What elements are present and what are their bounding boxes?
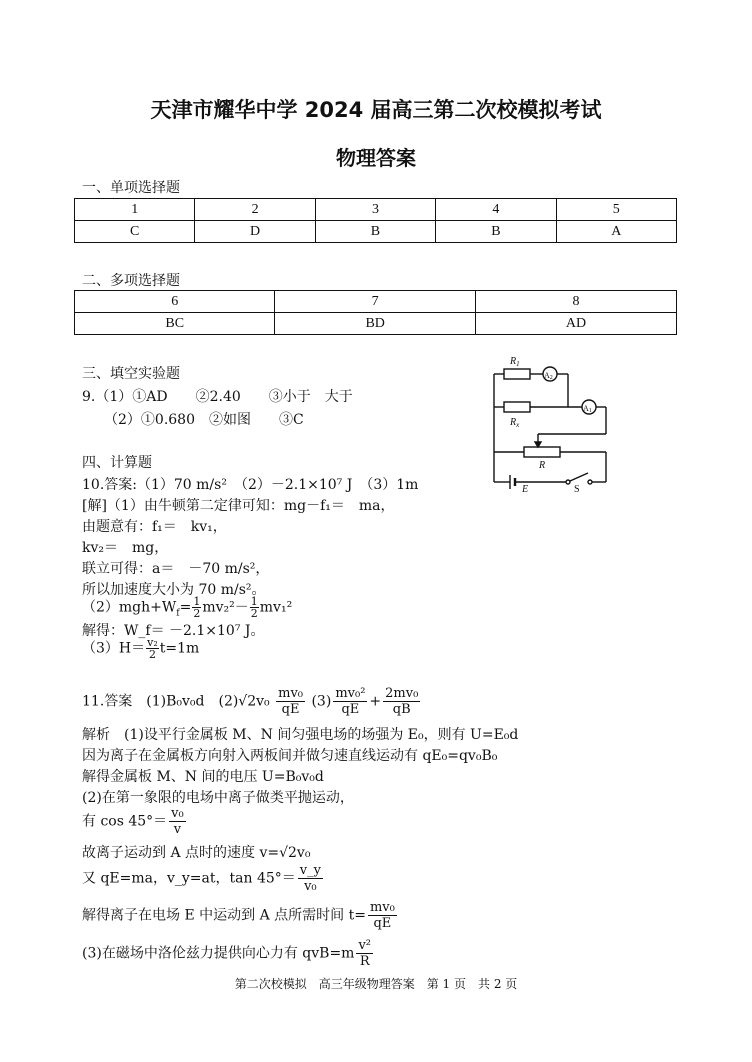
table-cell: D	[195, 221, 315, 243]
table-row	[75, 313, 677, 335]
table-cell: B	[315, 221, 435, 243]
fraction-numerator: 2mv₀	[385, 686, 419, 701]
table-cell: AD	[475, 313, 676, 335]
fraction	[383, 686, 420, 717]
fraction-numerator: mv₀	[278, 686, 304, 701]
table-cell: 4	[436, 199, 556, 221]
q11-line: 解析 (1)设平行金属板 M、N 间匀强电场的场强为 E₀，则有 U=E₀d	[82, 727, 519, 743]
q11-cos-equation	[82, 806, 188, 837]
equation-text: (3)在磁场中洛伦兹力提供向心力有 qvB=m	[82, 945, 355, 962]
fraction	[298, 863, 323, 894]
page-footer: 第二次校模拟 高三年级物理答案 第 1 页 共 2 页	[234, 977, 518, 991]
q10-answer: 10.答案:（1）70 m/s² （2）－2.1×10⁷ J （3）1m	[82, 477, 419, 493]
q11-line: 故离子运动到 A 点时的速度 v=√2v₀	[82, 845, 311, 861]
equation-text: 解得离子在电场 E 中运动到 A 点所需时间 t=	[82, 907, 366, 924]
q10-line: 由题意有：f₁＝ kv₁，	[82, 519, 227, 535]
table-cell: BD	[275, 313, 475, 335]
fraction-numerator: v₂	[147, 636, 158, 649]
q10-line: 解得：W_f＝ －2.1×10⁷ J。	[82, 623, 265, 639]
equation-text: mv₂²－	[202, 599, 249, 616]
fraction	[250, 596, 259, 619]
switch-label: S	[574, 484, 580, 492]
q11-line: 解得金属板 M、N 间的电压 U=B₀v₀d	[82, 769, 324, 785]
q10-line: kv₂＝ mg，	[82, 540, 169, 556]
answer-subtitle: 物理答案	[336, 146, 416, 170]
single-choice-table	[74, 198, 677, 243]
fraction	[146, 637, 159, 660]
table-row	[75, 291, 677, 313]
rheostat-label: R	[539, 460, 546, 471]
equation-text: +	[369, 693, 382, 710]
subscript: f	[176, 608, 180, 619]
fraction-denominator: qE	[341, 702, 360, 717]
q10-line: 所以加速度大小为 70 m/s²。	[82, 582, 266, 598]
table-row	[75, 199, 677, 221]
q10-line: 联立可得：a＝ －70 m/s²，	[82, 561, 270, 577]
q11-line: (2)在第一象限的电场中离子做类平抛运动，	[82, 790, 354, 806]
equation-text: t=1m	[159, 640, 200, 657]
fraction-numerator: 1	[250, 595, 258, 608]
equation-text: （3）H＝	[82, 640, 146, 657]
fraction-denominator: 2	[250, 607, 258, 620]
equation-text: 有 cos 45°＝	[82, 813, 168, 830]
q11-time-equation	[82, 900, 399, 931]
q10-line: [解]（1）由牛顿第二定律可知：mg－f₁＝ ma，	[82, 498, 395, 514]
fraction-denominator: qE	[373, 916, 392, 931]
fraction	[169, 806, 186, 837]
fraction-numerator: mv₀²	[335, 686, 366, 701]
fraction	[192, 596, 201, 619]
fraction	[368, 900, 397, 931]
section-multi-choice-heading: 二、多项选择题	[82, 273, 180, 289]
fraction-denominator: R	[359, 954, 370, 969]
fraction-denominator: 2	[148, 648, 156, 661]
rx-label: $R_x$	[510, 417, 520, 429]
q11-line: 因为离子在金属板方向射入两板间并做匀速直线运动有 qE₀=qv₀B₀	[82, 748, 498, 764]
q10-height-equation	[82, 637, 199, 660]
r1-label: $R_1$	[510, 356, 520, 368]
q9-line-1: 9.（1）①AD ②2.40 ③小于 大于	[82, 389, 353, 405]
table-cell: B	[436, 221, 556, 243]
equation-text: 11.答案 (1)B₀v₀d (2)√2v₀	[82, 693, 270, 710]
table-cell: BC	[75, 313, 275, 335]
q11-lorentz-equation	[82, 938, 375, 969]
table-cell: 7	[275, 291, 475, 313]
section-single-choice-heading: 一、单项选择题	[82, 180, 180, 196]
q10-energy-equation	[82, 596, 292, 619]
equation-text: mv₁²	[259, 599, 293, 616]
a1-label: A1	[583, 404, 592, 414]
fraction-numerator: 1	[193, 595, 201, 608]
section-calc-heading: 四、计算题	[82, 455, 152, 471]
table-cell: A	[556, 221, 676, 243]
fraction-numerator: v_y	[299, 863, 321, 878]
fraction-denominator: 2	[193, 607, 201, 620]
table-cell: 2	[195, 199, 315, 221]
table-row	[75, 221, 677, 243]
table-cell: 3	[315, 199, 435, 221]
table-cell: 8	[475, 291, 676, 313]
fraction-numerator: v²	[358, 938, 372, 953]
fraction-denominator: v₀	[304, 879, 317, 894]
q11-tan-equation	[82, 863, 325, 894]
battery-label: E	[522, 484, 529, 492]
fraction-denominator: v	[173, 822, 182, 837]
equation-text: （2）mgh+W	[82, 599, 177, 616]
table-cell: 6	[75, 291, 275, 313]
table-cell: 1	[75, 199, 195, 221]
fraction	[356, 938, 373, 969]
fraction	[333, 686, 367, 717]
fraction-denominator: qE	[281, 702, 300, 717]
q9-line-2: （2）①0.680 ②如图 ③C	[104, 412, 304, 428]
a2-label: A2	[544, 371, 553, 381]
fraction-numerator: v₀	[171, 806, 184, 821]
multi-choice-table	[74, 290, 677, 335]
fraction-denominator: qB	[392, 702, 411, 717]
section-fill-heading: 三、填空实验题	[82, 366, 180, 382]
table-cell: C	[75, 221, 195, 243]
q11-answer	[82, 686, 422, 717]
circuit-diagram	[488, 352, 618, 492]
exam-title: 天津市耀华中学 2024 届高三第二次校模拟考试	[150, 98, 602, 122]
fraction	[276, 686, 305, 717]
fraction-numerator: mv₀	[369, 900, 395, 915]
table-cell: 5	[556, 199, 676, 221]
equation-text: =	[179, 599, 192, 616]
equation-text: 又 qE=ma，v_y=at，tan 45°＝	[82, 870, 296, 887]
equation-text: (3)	[311, 693, 332, 710]
